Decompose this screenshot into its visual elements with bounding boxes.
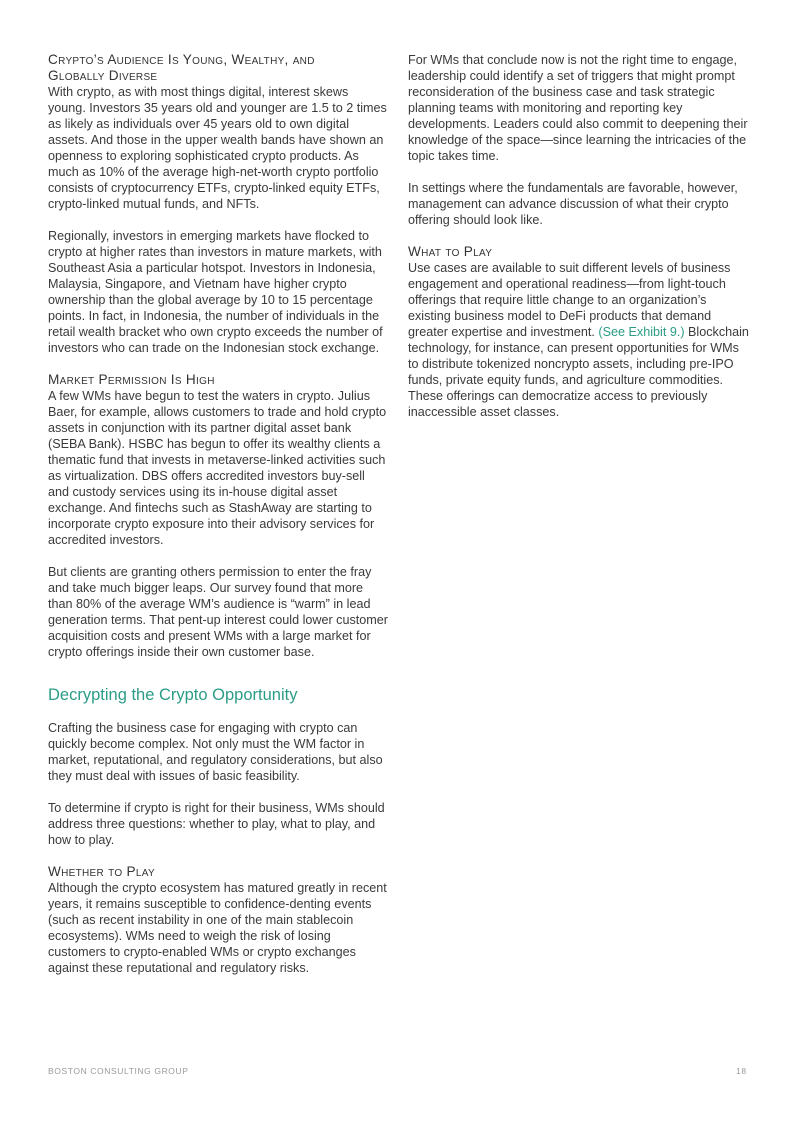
left-column xyxy=(48,52,388,992)
exhibit-link[interactable]: (See Exhibit 9.) xyxy=(598,325,685,339)
section-heading-audience xyxy=(48,52,388,84)
paragraph: To determine if crypto is right for their business, WMs should address three questions: whether to play, what to play, and how to play. xyxy=(48,801,385,847)
paragraph-text: Use cases are available to suit different levels of business engagement and operational readiness—from light-touch offerings that require little change to an organization’s existing business model to DeFi products that demand greater expertise and investment. xyxy=(408,261,731,339)
paragraph xyxy=(408,260,750,420)
section-title: Decrypting the Crypto Opportunity xyxy=(48,686,298,704)
section-heading-market-permission: Market Permission Is High xyxy=(48,372,215,387)
paragraph: A few WMs have begun to test the waters in crypto. Julius Baer, for example, allows customers to trade and hold crypto assets in conjunction with its partner digital asset bank (SEBA Bank). HSBC has begun to offer its wealthy clients a thematic fund that invests in metaverse-linked activities such as virtualization. DBS offers accredited investors buy-sell and custody services using its in-house digital asset exchange. And fintechs such as StashAway are starting to incorporate crypto exposure into their advisory services for accredited investors. xyxy=(48,389,387,547)
paragraph: With crypto, as with most things digital, interest skews young. Investors 35 years old and younger are 1.5 to 2 times as likely as individuals over 45 years old to own digital assets. And those in the upper wealth bands have shown an openness to exploring sophisticated crypto products. As much as 10% of the average high-net-worth crypto portfolio consists of cryptocurrency ETFs, crypto-linked equity ETFs, crypto-linked mutual funds, and NFTs. xyxy=(48,85,387,211)
section-heading-whether-to-play: Whether to Play xyxy=(48,864,155,879)
paragraph-text: Blockchain technology, for instance, can present opportunities for WMs to distribute tokenized noncrypto assets, including pre-IPO funds, private equity funds, and agriculture commodities. These offerings can democratize access to previously inaccessible asset classes. xyxy=(408,325,749,419)
page-number: 18 xyxy=(736,1066,747,1076)
paragraph: Crafting the business case for engaging with crypto can quickly become complex. Not only must the WM factor in market, reputational, and regulatory considerations, but also they must deal with issues of basic feasibility. xyxy=(48,721,383,783)
paragraph: In settings where the fundamentals are favorable, however, management can advance discussion of what their crypto offering should look like. xyxy=(408,181,738,227)
footer-publisher: BOSTON CONSULTING GROUP xyxy=(48,1066,189,1076)
paragraph: For WMs that conclude now is not the right time to engage, leadership could identify a set of triggers that might prompt reconsideration of the business case and task strategic planning teams with monitoring and reporting key developments. Leaders could also commit to deepening their knowledge of the space—since learning the intricacies of the topic takes time. xyxy=(408,53,748,163)
paragraph: But clients are granting others permission to enter the fray and take much bigger leaps. Our survey found that more than 80% of the average WM’s audience is “warm” in lead generation terms. That pent-up interest could lower customer acquisition costs and present WMs with a large market for crypto offerings inside their own customer base. xyxy=(48,565,388,659)
paragraph: Regionally, investors in emerging markets have flocked to crypto at higher rates than investors in mature markets, with Southeast Asia a particular hotspot. Investors in Indonesia, Malaysia, Singapore, and Vietnam have higher crypto ownership than the global average by 10 to 15 percentage points. In fact, in Indonesia, the number of individuals in the retail wealth bracket who own crypto exceeds the number of investors who can trade on the Indonesian stock exchange. xyxy=(48,229,383,355)
paragraph: Although the crypto ecosystem has matured greatly in recent years, it remains susceptible to confidence-denting events (such as recent instability in one of the main stablecoin ecosystems). WMs need to weigh the risk of losing customers to crypto-enabled WMs or crypto exchanges against these reputational and regulatory risks. xyxy=(48,881,387,975)
heading-line-2: Globally Diverse xyxy=(48,68,158,83)
right-column xyxy=(408,52,750,436)
section-heading-what-to-play: What to Play xyxy=(408,244,493,259)
heading-line-1: Crypto’s Audience Is Young, Wealthy, and xyxy=(48,52,315,67)
